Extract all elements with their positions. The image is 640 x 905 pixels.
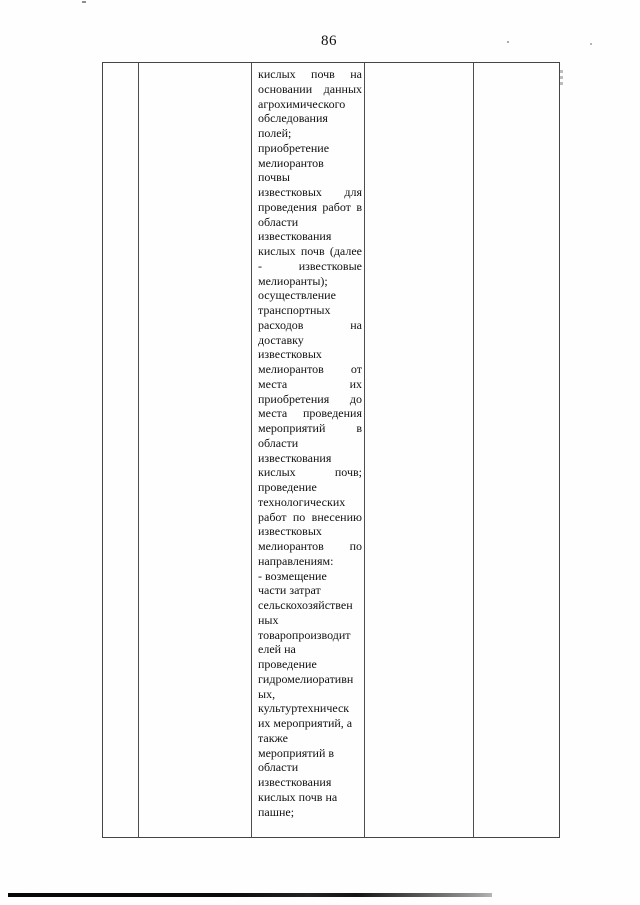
- text-line: - известковые: [258, 258, 362, 273]
- document-table: [102, 62, 560, 838]
- text-line: гидромелиоративн: [258, 671, 354, 686]
- text-line: ых,: [258, 686, 276, 701]
- text-line: технологических: [258, 494, 346, 509]
- text-line: области: [258, 760, 299, 775]
- text-line: их мероприятий, а: [258, 716, 353, 730]
- text-line: елей на: [258, 642, 296, 657]
- text-line: - возмещение: [258, 568, 327, 583]
- text-line: расходов на: [258, 317, 362, 332]
- text-line: проведения работ в: [258, 199, 362, 214]
- text-line: приобретение: [258, 140, 330, 155]
- text-line: также: [258, 730, 289, 745]
- text-line: мелиорантов: [258, 155, 324, 170]
- text-line: кислых почв (далее: [258, 244, 362, 258]
- table-cell-empty-3: [365, 63, 474, 837]
- text-line: пашне;: [258, 804, 295, 819]
- text-line: мелиорантов по: [258, 539, 362, 553]
- text-line: мелиоранты);: [258, 273, 328, 288]
- text-line: почвы: [258, 170, 290, 185]
- text-line: культуртехническ: [258, 701, 350, 716]
- text-line: агрохимического: [258, 96, 346, 111]
- table-cell-content: [252, 63, 365, 837]
- text-line: основании данных: [258, 81, 362, 96]
- text-line: известковых: [258, 524, 322, 539]
- text-line: кислых почв на: [258, 67, 362, 81]
- table-cell-empty-1: [103, 63, 139, 837]
- text-line: кислых почв на: [258, 789, 338, 804]
- text-line: мелиорантов от: [258, 362, 362, 376]
- page-number: 86: [321, 33, 337, 49]
- text-line: приобретения до: [258, 391, 362, 406]
- scan-smudge: [560, 70, 563, 86]
- text-line: ных: [258, 612, 279, 627]
- text-line: полей;: [258, 126, 292, 140]
- text-line: сельскохозяйствен: [258, 598, 353, 612]
- text-line: части затрат: [258, 583, 321, 598]
- text-line: проведение: [258, 657, 317, 671]
- text-line: известкования: [258, 450, 332, 465]
- text-line: мероприятий в: [258, 421, 362, 435]
- text-line: транспортных: [258, 303, 331, 317]
- text-line: места проведения: [258, 406, 362, 421]
- text-line: осуществление: [258, 288, 336, 303]
- text-line: области: [258, 435, 299, 450]
- page-bottom-rule: [8, 893, 492, 897]
- text-line: обследования: [258, 111, 328, 126]
- text-line: работ по внесению: [258, 509, 362, 524]
- text-line: области: [258, 214, 299, 229]
- text-line: известковых: [258, 347, 322, 362]
- text-line: известкования: [258, 775, 332, 789]
- text-line: известковых для: [258, 185, 362, 199]
- table-cell-empty-4: [474, 63, 559, 837]
- text-line: мероприятий в: [258, 745, 335, 760]
- text-line: направлениям:: [258, 553, 334, 568]
- text-line: места их: [258, 376, 362, 391]
- text-line: товаропроизводит: [258, 627, 351, 642]
- text-line: доставку: [258, 332, 304, 347]
- text-line: проведение: [258, 480, 317, 494]
- text-line: кислых почв;: [258, 465, 362, 480]
- text-line: известкования: [258, 229, 332, 244]
- scan-speck-icon: [82, 1, 86, 3]
- table-cell-empty-2: [139, 63, 252, 837]
